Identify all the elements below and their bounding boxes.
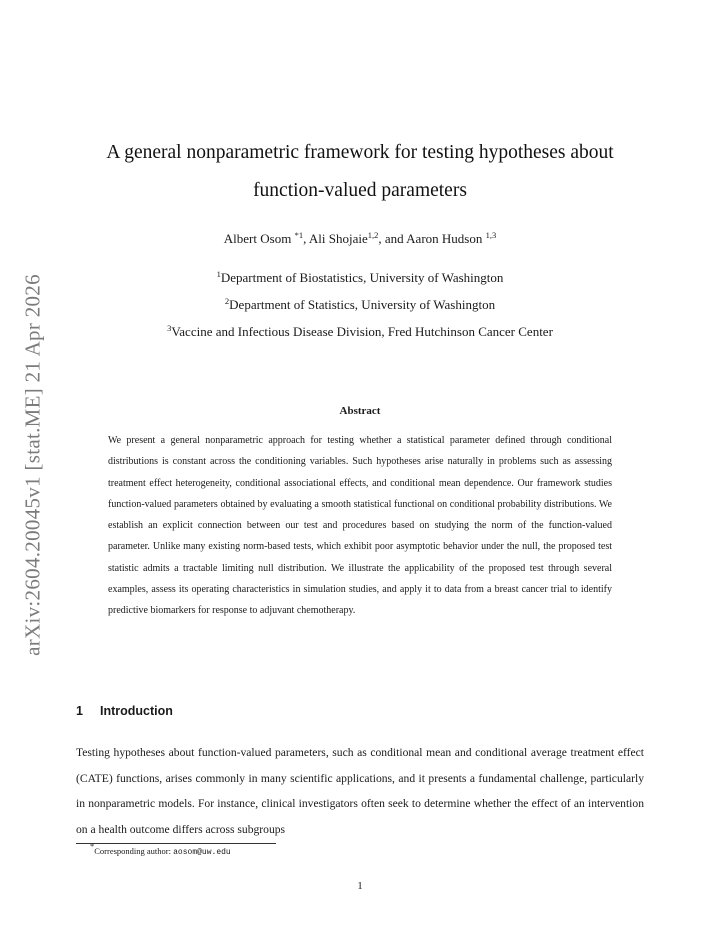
footnote-mark: *	[90, 841, 95, 851]
affiliation	[60, 323, 660, 350]
affiliation-mark: 1	[216, 269, 221, 279]
affiliation-text: Vaccine and Infectious Disease Division, Fred Hutchinson Cancer Center	[171, 324, 553, 339]
abstract-text: We present a general nonparametric approach for testing whether a statistical parameter defined through conditional distributions is constant across the conditioning variables. Such hypotheses arise naturally in problems such as assessing treatment effect heterogeneity, conditional associational effects, and conditional mean dependence. Our framework studies function-valued parameters obtained by evaluating a smooth statistical functional on conditional probability distributions. We establish an explicit connection between our test and procedures based on studying the norm of the function-valued parameter. Unlike many existing norm-based tests, which exhibit poor asymptotic behavior under the null, the proposed test statistic admits a tractable limiting null distribution. We illustrate the applicability of the proposed test through several examples, assess its operating characteristics in simulation studies, and apply it to data from a breast cancer trial to identify predictive biomarkers for response to adjuvant chemotherapy.	[108, 435, 612, 617]
introduction-text: Testing hypotheses about function-valued parameters, such as conditional mean and conditional average treatment effect (CATE) functions, arises commonly in many scientific applications, and it presents a fundamental challenge, particularly in nonparametric models. For instance, clinical investigators often seek to determine whether the effect of an intervention on a health outcome differs across subgroups	[76, 746, 644, 836]
affiliation	[60, 296, 660, 323]
paper-title	[60, 134, 660, 210]
footnote	[90, 841, 231, 857]
author-list	[60, 231, 660, 247]
author-separator: , and	[378, 231, 407, 246]
author-name: Aaron Hudson	[406, 231, 483, 246]
title-line-1: A general nonparametric framework for testing hypotheses about	[106, 142, 614, 163]
author-separator: ,	[303, 231, 309, 246]
author-name: Albert Osom	[223, 231, 292, 246]
author-marks: 1,2	[367, 230, 379, 240]
affiliation-list	[60, 269, 660, 350]
corresponding-email: aosom@uw.edu	[173, 848, 231, 857]
author-name: Ali Shojaie	[308, 231, 368, 246]
footnote-divider	[76, 843, 276, 844]
affiliation-mark: 3	[167, 323, 172, 333]
arxiv-identifier-stamp: arXiv:2604.20045v1 [stat.ME] 21 Apr 2026	[20, 274, 45, 656]
page-number: 1	[357, 880, 363, 892]
affiliation	[60, 269, 660, 296]
footnote-text: Corresponding author:	[94, 846, 174, 856]
affiliation-text: Department of Biostatistics, University of Washington	[220, 270, 504, 285]
affiliation-text: Department of Statistics, University of Washington	[229, 297, 496, 312]
author-marks: 1,3	[485, 230, 497, 240]
section-heading	[76, 704, 173, 718]
section-number: 1	[76, 704, 83, 718]
author-marks: *1	[294, 230, 304, 240]
affiliation-mark: 2	[224, 296, 230, 306]
section-title: Introduction	[100, 704, 173, 718]
abstract-heading: Abstract	[339, 405, 381, 417]
title-line-2: function-valued parameters	[253, 180, 467, 201]
